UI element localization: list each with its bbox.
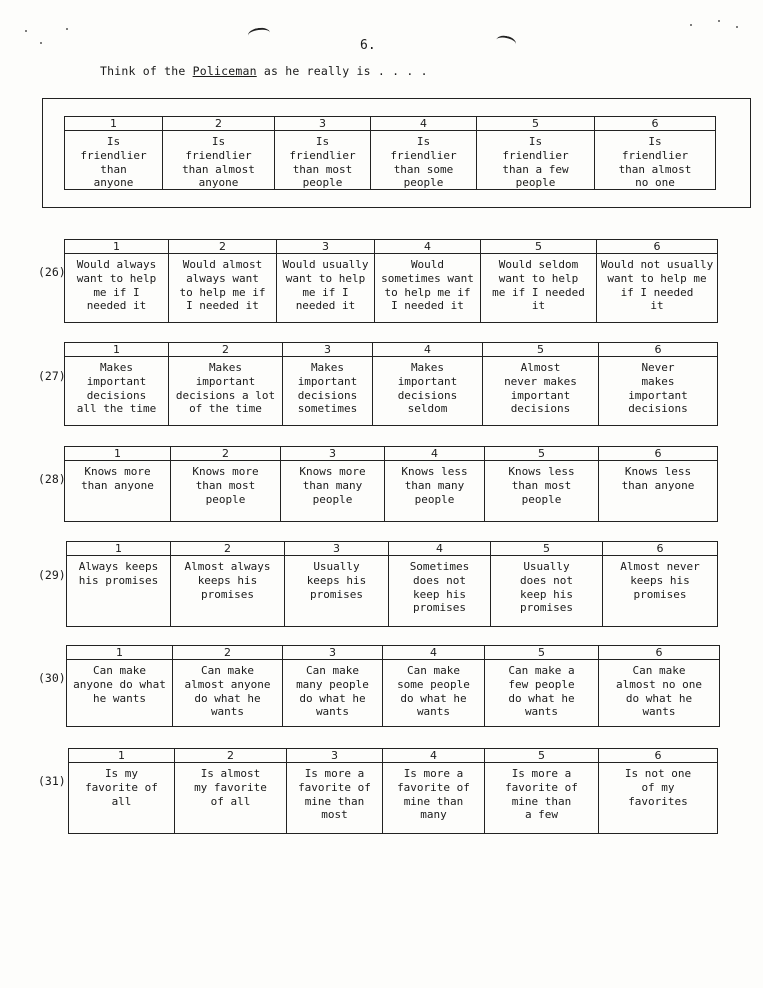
option-number: 3 [283,646,382,660]
scale-option[interactable] [603,542,717,626]
option-text: Would seldom want to help me if I needed it [492,258,585,313]
option-number: 4 [383,749,484,763]
option-text: Always keeps his promises [78,560,159,587]
option-text: Never makes important decisions [628,361,688,416]
scale-option[interactable] [383,749,485,833]
option-text: Would always want to help me if I needed it [76,258,157,313]
option-number: 6 [603,542,717,556]
option-number: 1 [67,646,172,660]
scale-option[interactable] [173,646,283,726]
option-number: 1 [67,542,170,556]
option-text: Can make almost anyone do what he wants [184,664,271,719]
option-number: 5 [485,749,598,763]
option-number: 5 [477,117,594,131]
option-number: 1 [65,447,170,461]
option-text: Knows less than most people [508,465,575,506]
option-text: Is friendlier than anyone [80,135,147,189]
option-number: 1 [65,117,162,131]
item-number: (27) [38,369,66,383]
option-text: Would almost always want to help me if I needed it [179,258,266,313]
option-number: 4 [375,240,480,254]
option-text: Is my favorite of all [85,767,158,808]
option-number: 2 [171,542,284,556]
option-text: Is more a favorite of mine than many [397,767,470,822]
option-text: Would usually want to help me if I needed it [282,258,369,313]
scale-option[interactable] [277,240,375,322]
scale-option[interactable] [485,447,599,521]
scale-option[interactable] [275,117,371,189]
scale-option[interactable] [69,749,175,833]
scale-option[interactable] [485,749,599,833]
option-number: 4 [389,542,490,556]
option-text: Can make almost no one do what he wants [615,664,703,719]
scale-option[interactable] [491,542,603,626]
scan-mark [495,34,517,50]
option-text: Is not one of my favorites [624,767,692,808]
option-number: 3 [285,542,388,556]
option-text: Usually keeps his promises [306,560,367,601]
option-text: Is more a favorite of mine than most [298,767,371,822]
option-text: Knows more than anyone [81,465,154,492]
option-text: Is almost my favorite of all [194,767,267,808]
item-number: (31) [38,774,66,788]
scale-option[interactable] [389,542,491,626]
option-number: 1 [69,749,174,763]
option-text: Knows less than anyone [621,465,695,492]
option-number: 6 [597,240,717,254]
scale-option[interactable] [65,343,169,425]
rating-scale [66,645,720,727]
option-number: 4 [383,646,484,660]
rating-scale [64,239,718,323]
scan-speck [40,42,42,44]
option-text: Usually does not keep his promises [520,560,573,615]
scale-option[interactable] [65,447,171,521]
option-number: 3 [287,749,382,763]
option-text: Is friendlier than some people [390,135,457,189]
option-number: 4 [371,117,476,131]
option-text: Would not usually want to help me if I needed it [600,258,714,313]
scale-option[interactable] [477,117,595,189]
option-text: Can make many people do what he wants [296,664,369,719]
option-text: Almost always keeps his promises [184,560,271,601]
option-text: Is more a favorite of mine than a few [505,767,578,822]
scale-option[interactable] [485,646,599,726]
option-number: 2 [169,343,282,357]
option-number: 1 [65,343,168,357]
scale-option[interactable] [169,343,283,425]
option-text: Almost never makes important decisions [504,361,577,416]
scale-option[interactable] [385,447,485,521]
option-text: Knows more than many people [299,465,366,506]
option-text: Is friendlier than a few people [502,135,569,189]
instruction-prefix: Think of the [100,64,193,78]
option-number: 5 [491,542,602,556]
scale-option[interactable] [599,646,719,726]
option-number: 6 [599,343,717,357]
scale-option[interactable] [67,542,171,626]
option-number: 5 [483,343,598,357]
scale-option[interactable] [383,646,485,726]
option-text: Almost never keeps his promises [620,560,700,601]
scale-option[interactable] [281,447,385,521]
scale-option[interactable] [595,117,715,189]
scale-option[interactable] [483,343,599,425]
instruction-subject: Policeman [192,64,257,78]
scale-option[interactable] [65,240,169,322]
scale-option[interactable] [163,117,275,189]
scale-option[interactable] [287,749,383,833]
option-text: Makes important decisions seldom [397,361,458,416]
option-number: 2 [163,117,274,131]
scan-speck [690,24,692,26]
option-text: Knows more than most people [192,465,259,506]
instruction-suffix: as he really is . . . . [256,64,428,78]
option-text: Is friendlier than almost no one [618,135,692,189]
scale-option[interactable] [375,240,481,322]
option-text: Can make a few people do what he wants [508,664,575,719]
scale-option[interactable] [481,240,597,322]
option-text: Makes important decisions sometimes [297,361,358,416]
option-number: 5 [485,646,598,660]
option-number: 5 [485,447,598,461]
option-text: Knows less than many people [401,465,468,506]
scale-option[interactable] [171,447,281,521]
item-number: (26) [38,265,66,279]
item-number: (30) [38,671,66,685]
option-text: Is friendlier than almost anyone [182,135,255,189]
option-text: Makes important decisions all the time [76,361,157,416]
example-scale [64,116,716,190]
option-number: 1 [65,240,168,254]
scale-option[interactable] [283,646,383,726]
option-number: 6 [599,646,719,660]
option-number: 4 [385,447,484,461]
scale-option[interactable] [597,240,717,322]
option-text: Would sometimes want to help me if I needed it [381,258,474,313]
option-number: 3 [277,240,374,254]
option-number: 5 [481,240,596,254]
scale-option[interactable] [371,117,477,189]
scale-option[interactable] [175,749,287,833]
option-text: Can make anyone do what he wants [73,664,166,705]
option-number: 2 [175,749,286,763]
option-number: 3 [281,447,384,461]
option-text: Sometimes does not keep his promises [409,560,470,615]
scan-mark [247,27,270,42]
scan-speck [25,30,27,32]
rating-scale [66,541,718,627]
scan-speck [718,20,720,22]
scale-option[interactable] [67,646,173,726]
item-number: (29) [38,568,66,582]
scale-option[interactable] [599,749,717,833]
option-number: 6 [599,447,717,461]
scale-option[interactable] [65,117,163,189]
scale-option[interactable] [599,343,717,425]
scale-option[interactable] [171,542,285,626]
option-number: 2 [169,240,276,254]
scan-speck [736,26,738,28]
scale-option[interactable] [285,542,389,626]
rating-scale [68,748,718,834]
option-number: 2 [171,447,280,461]
scale-option[interactable] [373,343,483,425]
option-text: Is friendlier than most people [289,135,356,189]
rating-scale [64,446,718,522]
option-text: Makes important decisions a lot of the time [175,361,276,416]
scale-option[interactable] [599,447,717,521]
option-number: 6 [599,749,717,763]
option-number: 2 [173,646,282,660]
option-number: 3 [283,343,372,357]
scale-option[interactable] [169,240,277,322]
option-number: 6 [595,117,715,131]
scan-speck [66,28,68,30]
page-number: 6. [360,38,376,53]
rating-scale [64,342,718,426]
instruction-text [100,64,428,78]
item-number: (28) [38,472,66,486]
option-number: 4 [373,343,482,357]
option-number: 3 [275,117,370,131]
scale-option[interactable] [283,343,373,425]
option-text: Can make some people do what he wants [397,664,470,719]
